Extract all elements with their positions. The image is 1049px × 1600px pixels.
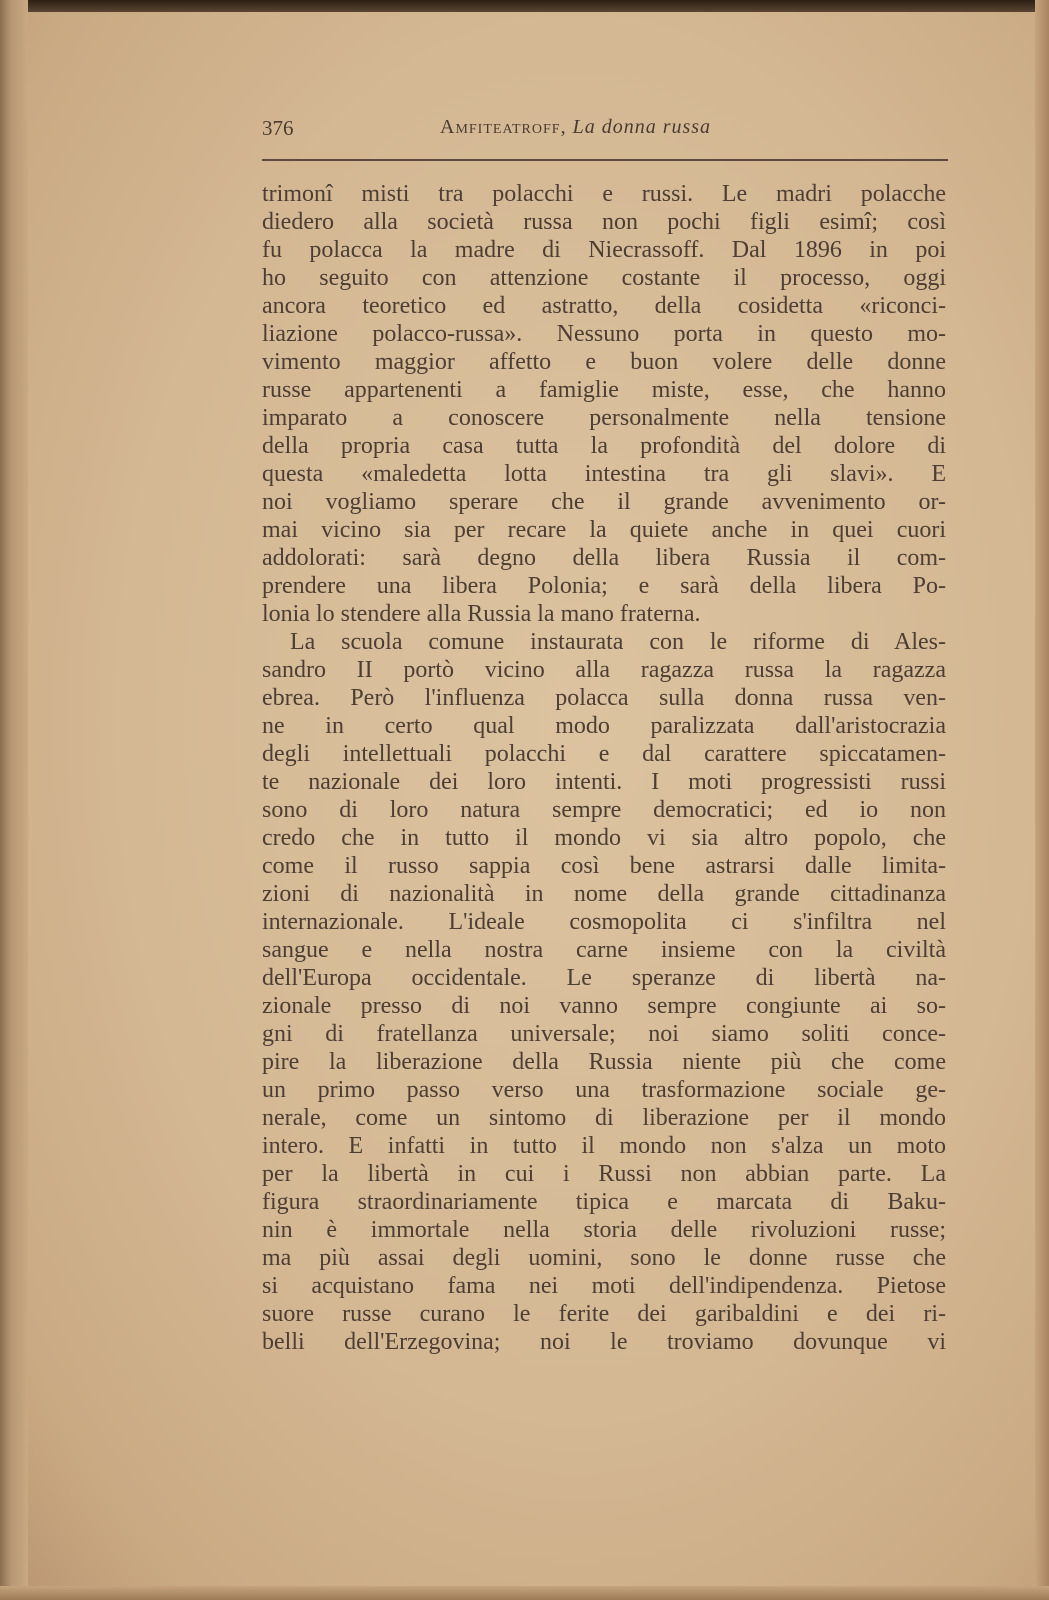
- text-line: dell'Europa occidentale. Le speranze di libertà na-: [262, 965, 946, 991]
- text-line: diedero alla società russa non pochi figli esimî; così: [262, 209, 946, 235]
- text-line: si acquistano fama nei moti dell'indipendenza. Pietose: [262, 1273, 946, 1299]
- text-line: degli intellettuali polacchi e dal carattere spiccatamen-: [262, 741, 946, 767]
- text-line: belli dell'Erzegovina; noi le troviamo dovunque vi: [262, 1329, 946, 1355]
- text-line: addolorati: sarà degno della libera Russia il com-: [262, 545, 946, 571]
- text-line: sangue e nella nostra carne insieme con la civiltà: [262, 937, 946, 963]
- page-bottom-edge: [0, 1586, 1049, 1600]
- text-line: ebrea. Però l'influenza polacca sulla donna russa ven-: [262, 685, 946, 711]
- text-line: figura straordinariamente tipica e marcata di Baku-: [262, 1189, 946, 1215]
- text-line: della propria casa tutta la profondità del dolore di: [262, 433, 946, 459]
- text-line: vimento maggior affetto e buon volere delle donne: [262, 349, 946, 375]
- text-line: russe appartenenti a famiglie miste, esse, che hanno: [262, 377, 946, 403]
- text-line: sono di loro natura sempre democratici; ed io non: [262, 797, 946, 823]
- text-line: credo che in tutto il mondo vi sia altro popolo, che: [262, 825, 946, 851]
- text-line: fu polacca la madre di Niecrassoff. Dal 1896 in poi: [262, 237, 946, 263]
- text-line: trimonî misti tra polacchi e russi. Le madri polacche: [262, 181, 946, 207]
- text-line: La scuola comune instaurata con le riforme di Ales-: [290, 629, 946, 655]
- text-line: ho seguito con attenzione costante il processo, oggi: [262, 265, 946, 291]
- running-head: [440, 116, 711, 139]
- header-rule: [262, 159, 948, 161]
- page-header: [262, 116, 948, 146]
- page-binding-edge: [0, 0, 28, 1600]
- text-line: come il russo sappia così bene astrarsi dalle limita-: [262, 853, 946, 879]
- page-top-edge: [0, 0, 1049, 12]
- text-line: nerale, come un sintomo di liberazione per il mondo: [262, 1105, 946, 1131]
- text-line: suore russe curano le ferite dei garibaldini e dei ri-: [262, 1301, 946, 1327]
- text-line: gni di fratellanza universale; noi siamo soliti conce-: [262, 1021, 946, 1047]
- text-line: ne in certo qual modo paralizzata dall'aristocrazia: [262, 713, 946, 739]
- text-line: per la libertà in cui i Russi non abbian parte. La: [262, 1161, 946, 1187]
- page-right-edge: [1035, 0, 1049, 1600]
- text-line: nin è immortale nella storia delle rivoluzioni russe;: [262, 1217, 946, 1243]
- text-line: prendere una libera Polonia; e sarà della libera Po-: [262, 573, 946, 599]
- text-line: pire la liberazione della Russia niente più che come: [262, 1049, 946, 1075]
- text-line: zioni di nazionalità in nome della grande cittadinanza: [262, 881, 946, 907]
- text-line: noi vogliamo sperare che il grande avvenimento or-: [262, 489, 946, 515]
- text-line: questa «maledetta lotta intestina tra gli slavi». E: [262, 461, 946, 487]
- text-line: intero. E infatti in tutto il mondo non s'alza un moto: [262, 1133, 946, 1159]
- text-line: ancora teoretico ed astratto, della cosidetta «riconci-: [262, 293, 946, 319]
- text-line: zionale presso di noi vanno sempre congiunte ai so-: [262, 993, 946, 1019]
- running-head-author: Amfiteatroff,: [440, 116, 567, 138]
- text-line: internazionale. L'ideale cosmopolita ci s'infiltra nel: [262, 909, 946, 935]
- text-line: un primo passo verso una trasformazione sociale ge-: [262, 1077, 946, 1103]
- text-line: lonia lo stendere alla Russia la mano fraterna.: [262, 601, 701, 627]
- page-number: 376: [262, 116, 294, 140]
- text-line: sandro II portò vicino alla ragazza russa la ragazza: [262, 657, 946, 683]
- body-text: [262, 180, 946, 1356]
- text-line: imparato a conoscere personalmente nella tensione: [262, 405, 946, 431]
- text-line: mai vicino sia per recare la quiete anche in quei cuori: [262, 517, 946, 543]
- text-line: te nazionale dei loro intenti. I moti progressisti russi: [262, 769, 946, 795]
- running-head-title: La donna russa: [572, 116, 712, 138]
- text-line: ma più assai degli uomini, sono le donne russe che: [262, 1245, 946, 1271]
- text-line: liazione polacco-russa». Nessuno porta in questo mo-: [262, 321, 946, 347]
